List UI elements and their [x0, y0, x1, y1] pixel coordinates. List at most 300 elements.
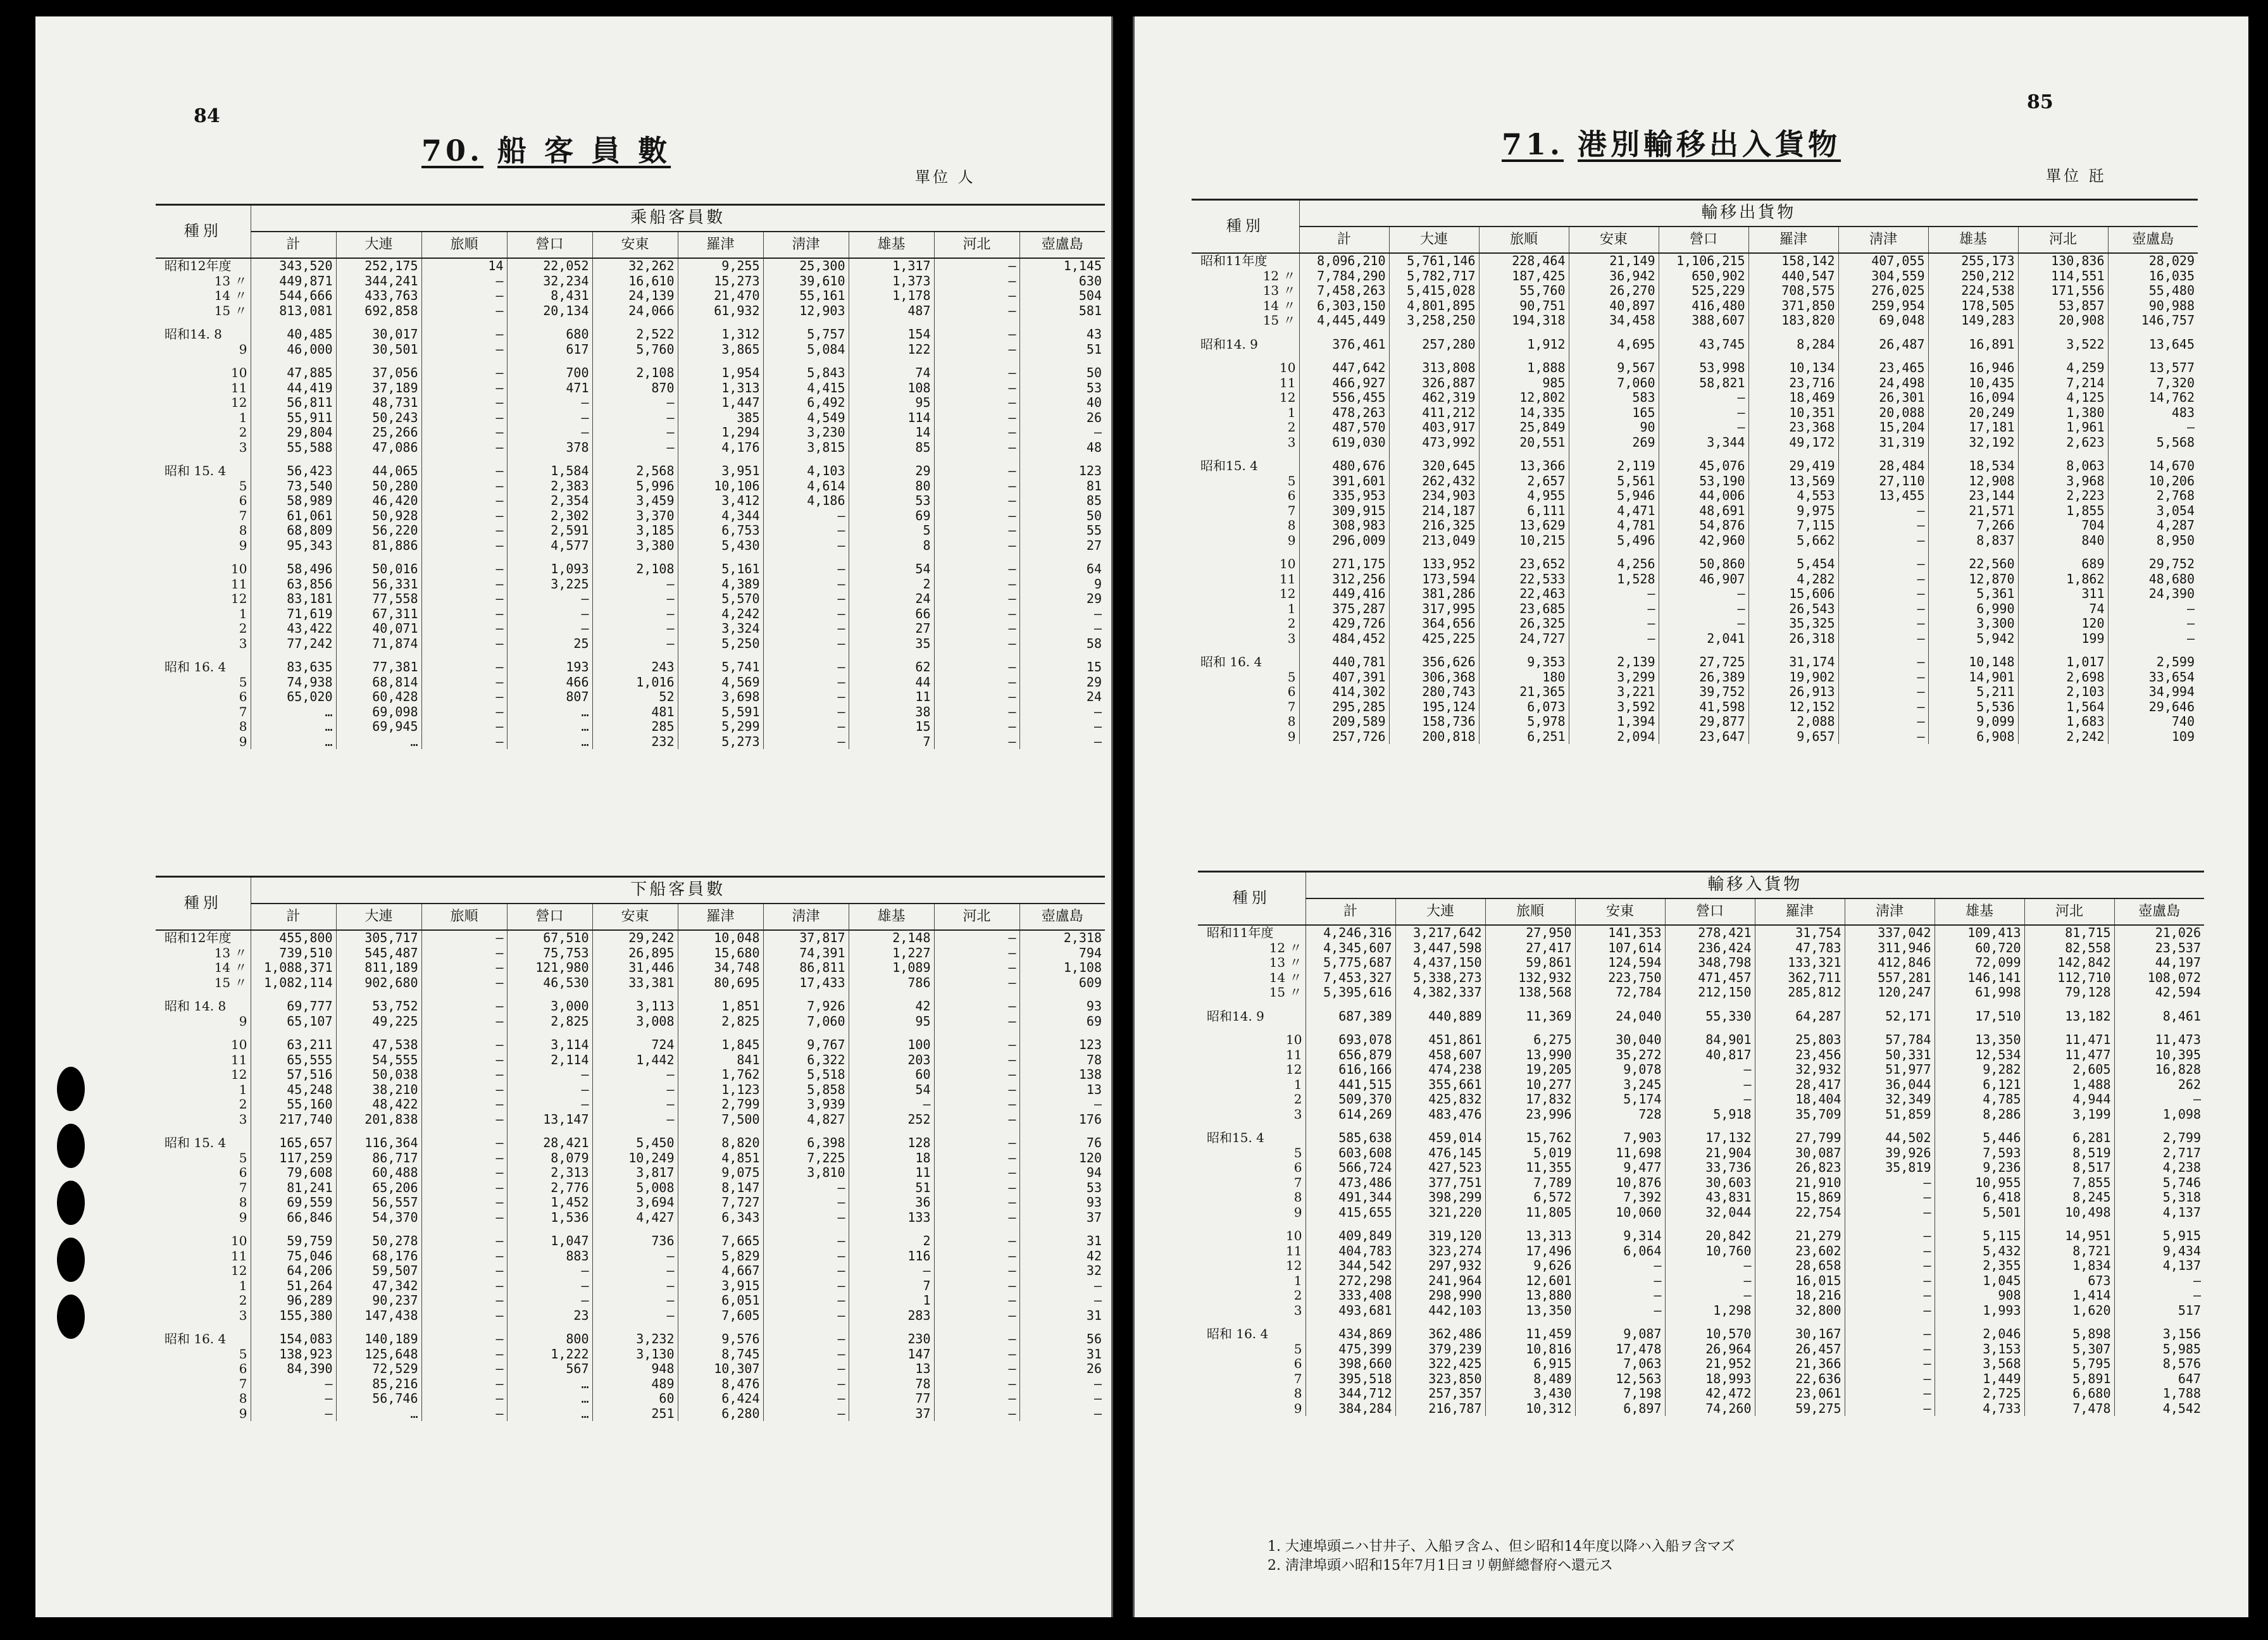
table-cell: 108,072: [2114, 971, 2204, 986]
column-header: 壺盧島: [2108, 227, 2198, 253]
table-cell: 217,740: [251, 1112, 336, 1128]
table-cell: 21,904: [1665, 1146, 1755, 1161]
table-cell: 39,752: [1659, 685, 1748, 700]
row-label: 9: [239, 538, 247, 553]
table-cell: 1,536: [507, 1210, 592, 1226]
row-label: 3: [239, 1112, 247, 1127]
table-cell: —: [1838, 670, 1928, 685]
table-cell: 73,540: [251, 479, 336, 494]
table-cell: 285,812: [1755, 985, 1845, 1000]
row-label: 9: [239, 1014, 247, 1029]
table-cell: 55,588: [251, 440, 336, 456]
table-cell: 74: [2018, 602, 2108, 617]
table-cell: [336, 1029, 421, 1038]
table-cell: 23,652: [1479, 557, 1569, 572]
row-label: 5: [1293, 1341, 1302, 1357]
table-cell: 31,174: [1748, 655, 1838, 670]
table-cell: [678, 1127, 763, 1136]
table-cell: [1755, 1024, 1845, 1033]
table-cell: 74,391: [763, 946, 849, 961]
table-cell: 3,245: [1575, 1078, 1665, 1093]
row-label: 2: [1293, 1288, 1302, 1303]
table-cell: 9,314: [1575, 1229, 1665, 1244]
table-cell: 3,230: [763, 425, 849, 440]
table-cell: —: [763, 523, 849, 538]
table-cell: 69,098: [336, 705, 421, 720]
table-cell: 7,225: [763, 1151, 849, 1166]
table-cell: 298,990: [1395, 1288, 1485, 1303]
row-header-label: 種別: [1198, 873, 1305, 925]
column-header: 營口: [1665, 898, 1755, 925]
table-cell: —: [1659, 406, 1748, 421]
table-cell: 17,496: [1485, 1244, 1575, 1259]
table-cell: [678, 1323, 763, 1332]
table-row: [1198, 955, 2204, 971]
table-cell: 4,137: [2114, 1205, 2204, 1221]
table-cell: —: [421, 1038, 507, 1053]
table-row: [1198, 1318, 2204, 1327]
table-cell: [678, 651, 763, 660]
table-cell: 304,559: [1838, 269, 1928, 284]
table-cell: 5,760: [592, 342, 678, 357]
row-label: 15 〃: [1262, 313, 1296, 328]
table-cell: 38: [849, 705, 934, 720]
table-cell: 66,846: [251, 1210, 336, 1226]
table-cell: 4,282: [1748, 572, 1838, 587]
table-cell: 55,911: [251, 411, 336, 426]
table-cell: —: [1019, 1293, 1105, 1308]
table-cell: 57,516: [251, 1067, 336, 1083]
row-label: 7: [239, 1376, 247, 1391]
table-cell: 309,915: [1299, 504, 1389, 519]
table-cell: 13,577: [2108, 361, 2198, 376]
table-row: [156, 455, 1105, 464]
row-label: 1: [239, 1278, 247, 1293]
table-cell: 6,990: [1928, 602, 2018, 617]
table-cell: [849, 1323, 934, 1332]
table-row: [1198, 1205, 2204, 1221]
table-cell: 6,322: [763, 1053, 849, 1068]
table-cell: —: [2114, 1092, 2204, 1107]
table-group-header: 乘船客員數: [251, 206, 1105, 232]
table-row: [1192, 352, 2198, 361]
table-cell: …: [507, 735, 592, 750]
table-cell: —: [934, 946, 1019, 961]
table-cell: [1389, 352, 1479, 361]
row-label: 11: [231, 1248, 247, 1264]
table-cell: —: [421, 1097, 507, 1112]
table-row: [1192, 299, 2198, 314]
table-cell: 3,217,642: [1395, 925, 1485, 941]
table-cell: 201,838: [336, 1112, 421, 1128]
row-label: 12: [231, 395, 247, 410]
table-cell: 109,413: [1935, 925, 2024, 941]
row-label: 7: [1293, 1175, 1302, 1190]
table-cell: 22,052: [507, 258, 592, 274]
table-cell: 276,025: [1838, 283, 1928, 299]
table-cell: 2,119: [1569, 459, 1659, 474]
table-row: [1198, 1131, 2204, 1146]
table-cell: —: [934, 523, 1019, 538]
table-cell: 5,978: [1479, 714, 1569, 730]
table-cell: 50,016: [336, 562, 421, 577]
table-cell: 68,176: [336, 1249, 421, 1264]
table-cell: [1659, 646, 1748, 655]
table-cell: 75,046: [251, 1249, 336, 1264]
table-cell: —: [1838, 685, 1928, 700]
table-cell: 4,944: [2024, 1092, 2114, 1107]
table-cell: 8,476: [678, 1377, 763, 1392]
table-row: [1198, 1244, 2204, 1259]
row-label: 9: [239, 734, 247, 749]
table-cell: —: [421, 1249, 507, 1264]
table-cell: —: [1845, 1288, 1935, 1303]
table-cell: 13,313: [1485, 1229, 1575, 1244]
row-label: 3: [239, 440, 247, 455]
table-cell: 4,415: [763, 381, 849, 396]
table-cell: [421, 651, 507, 660]
table-cell: 7,198: [1575, 1386, 1665, 1401]
row-label: 5: [1287, 669, 1296, 685]
right-page-number: 85: [2027, 91, 2053, 113]
table-cell: 6,111: [1479, 504, 1569, 519]
table-cell: —: [1569, 616, 1659, 631]
table-cell: 90,751: [1479, 299, 1569, 314]
table-cell: 120: [2018, 616, 2108, 631]
table-cell: [1665, 1318, 1755, 1327]
table-cell: —: [1838, 557, 1928, 572]
table-cell: 5,570: [678, 592, 763, 607]
table-cell: —: [1838, 602, 1928, 617]
table-row: [156, 553, 1105, 562]
table-cell: 116: [849, 1249, 934, 1264]
row-spacer: [1192, 328, 1299, 337]
table-cell: 49,225: [336, 1014, 421, 1029]
table-row: [156, 960, 1105, 976]
table-cell: 29,419: [1748, 459, 1838, 474]
row-label: 8: [1287, 714, 1296, 729]
table-cell: 90: [1569, 420, 1659, 435]
row-label: 昭和 16. 4: [1200, 655, 1262, 669]
table-cell: 165: [1569, 406, 1659, 421]
table-cell: —: [763, 509, 849, 524]
table-cell: 72,784: [1575, 985, 1665, 1000]
right-notes: [1268, 1538, 1735, 1575]
table-cell: 216,325: [1389, 518, 1479, 533]
table-cell: 22,463: [1479, 587, 1569, 602]
table-cell: [507, 553, 592, 562]
table-cell: 85: [849, 440, 934, 456]
table-cell: 9,576: [678, 1332, 763, 1347]
table-cell: 125,648: [336, 1347, 421, 1362]
table-cell: —: [421, 1181, 507, 1196]
table-cell: 9: [1019, 577, 1105, 592]
table-cell: [2108, 646, 2198, 655]
table-cell: [678, 990, 763, 999]
table-cell: 142,842: [2024, 955, 2114, 971]
table-cell: [2018, 548, 2108, 557]
table-row: [156, 304, 1105, 319]
table-cell: [592, 553, 678, 562]
table-cell: 344,241: [336, 274, 421, 289]
table-cell: 63,856: [251, 577, 336, 592]
table-cell: 43,422: [251, 621, 336, 637]
table-cell: —: [1019, 1097, 1105, 1112]
table-cell: 647: [2114, 1372, 2204, 1387]
table-cell: 13,366: [1479, 459, 1569, 474]
table-cell: —: [934, 1264, 1019, 1279]
table-cell: [1479, 328, 1569, 337]
table-cell: 176: [1019, 1112, 1105, 1128]
table-cell: 7,789: [1485, 1176, 1575, 1191]
table-cell: 433,763: [336, 289, 421, 304]
table-cell: 65,206: [336, 1181, 421, 1196]
table-cell: 7,115: [1748, 518, 1838, 533]
table-cell: [1845, 1122, 1935, 1131]
table-cell: 29,242: [592, 930, 678, 946]
table-cell: [1389, 450, 1479, 459]
table-cell: 5,561: [1569, 474, 1659, 489]
table-cell: 451,861: [1395, 1033, 1485, 1048]
table-cell: 356,626: [1389, 655, 1479, 670]
table-cell: 403,917: [1389, 420, 1479, 435]
table-cell: 55,330: [1665, 1009, 1755, 1024]
table-cell: 79,128: [2024, 985, 2114, 1000]
table-cell: 10,395: [2114, 1048, 2204, 1063]
row-label: 2: [1287, 616, 1296, 631]
column-header: 旅順: [421, 232, 507, 258]
table-cell: 30,603: [1665, 1176, 1755, 1191]
table-cell: 17,478: [1575, 1342, 1665, 1357]
table-cell: 434,869: [1305, 1327, 1395, 1342]
table-cell: 15,606: [1748, 587, 1838, 602]
table-group-header: 下船客員數: [251, 878, 1105, 904]
table-cell: 4,287: [2108, 518, 2198, 533]
table-cell: 7,266: [1928, 518, 2018, 533]
table-row: [156, 675, 1105, 690]
table-cell: 13: [849, 1362, 934, 1377]
table-cell: 1,888: [1479, 361, 1569, 376]
table-cell: 213,049: [1389, 533, 1479, 549]
table-cell: —: [2114, 1274, 2204, 1289]
table-cell: —: [421, 523, 507, 538]
table-cell: 13,350: [1485, 1303, 1575, 1319]
table-row: [156, 1181, 1105, 1196]
table-cell: 31: [1019, 1234, 1105, 1249]
table-cell: 72,529: [336, 1362, 421, 1377]
table-cell: 24,040: [1575, 1009, 1665, 1024]
row-label: 2: [239, 1293, 247, 1308]
row-label: 6: [239, 494, 247, 508]
row-label: 5: [1293, 1145, 1302, 1160]
right-page: [1133, 16, 2248, 1617]
table-cell: [934, 455, 1019, 464]
table-cell: —: [421, 479, 507, 494]
table-cell: 6,915: [1485, 1357, 1575, 1372]
table-cell: —: [763, 1210, 849, 1226]
table-cell: —: [421, 1151, 507, 1166]
table-cell: 656,879: [1305, 1048, 1395, 1063]
table-cell: [763, 1323, 849, 1332]
table-cell: 2,605: [2024, 1062, 2114, 1078]
table-cell: 11,698: [1575, 1146, 1665, 1161]
table-cell: —: [592, 411, 678, 426]
table-cell: —: [1838, 533, 1928, 549]
table-cell: 74: [849, 366, 934, 381]
table-cell: —: [507, 607, 592, 622]
table-cell: 1,082,114: [251, 976, 336, 991]
table-row: [156, 621, 1105, 637]
row-label: 6: [239, 690, 247, 704]
table-cell: —: [592, 1293, 678, 1308]
table-cell: 155,380: [251, 1308, 336, 1324]
table-cell: 321,220: [1395, 1205, 1485, 1221]
table-cell: 474,238: [1395, 1062, 1485, 1078]
column-header: 旅順: [1485, 898, 1575, 925]
table-cell: 375,287: [1299, 602, 1389, 617]
table-cell: 23,602: [1755, 1244, 1845, 1259]
row-label: 9: [1293, 1401, 1302, 1416]
column-header: 旅順: [1479, 227, 1569, 253]
table-cell: 59,759: [251, 1234, 336, 1249]
table-cell: 76: [1019, 1136, 1105, 1151]
table-cell: 12,152: [1748, 700, 1838, 715]
table-cell: 8,461: [2114, 1009, 2204, 1024]
table-cell: —: [1845, 1229, 1935, 1244]
table-cell: 25,300: [763, 258, 849, 274]
row-header-label: 種別: [1192, 201, 1299, 253]
table-cell: —: [934, 1347, 1019, 1362]
table-cell: —: [592, 621, 678, 637]
table-cell: 51: [849, 1181, 934, 1196]
table-cell: 17,832: [1485, 1092, 1575, 1107]
table-cell: [2018, 352, 2108, 361]
table-cell: —: [592, 1308, 678, 1324]
table-cell: 26,270: [1569, 283, 1659, 299]
table-cell: 8,950: [2108, 533, 2198, 549]
table-row: [1192, 504, 2198, 519]
table-cell: —: [763, 607, 849, 622]
table-cell: 3,225: [507, 577, 592, 592]
table-cell: 27: [849, 621, 934, 637]
table-cell: —: [934, 342, 1019, 357]
table-cell: —: [934, 1234, 1019, 1249]
table-cell: —: [934, 960, 1019, 976]
table-cell: 133: [849, 1210, 934, 1226]
table-cell: 34,748: [678, 960, 763, 976]
table-cell: 985: [1479, 376, 1569, 391]
column-header: 羅津: [678, 904, 763, 930]
table-cell: 62: [849, 660, 934, 675]
table-cell: [1575, 1024, 1665, 1033]
table-cell: [1755, 1220, 1845, 1229]
table-cell: [1748, 548, 1838, 557]
table-cell: 37,056: [336, 366, 421, 381]
table-cell: 48,680: [2108, 572, 2198, 587]
table-cell: 3,324: [678, 621, 763, 637]
left-page: [35, 16, 1113, 1617]
table-cell: 55: [1019, 523, 1105, 538]
table-cell: 7,453,327: [1305, 971, 1395, 986]
table-cell: 11,355: [1485, 1160, 1575, 1176]
table-cell: 51,859: [1845, 1107, 1935, 1122]
table-cell: 9,236: [1935, 1160, 2024, 1176]
table-cell: —: [934, 479, 1019, 494]
table-cell: —: [763, 660, 849, 675]
row-label: 9: [1287, 533, 1296, 548]
table-cell: [1748, 352, 1838, 361]
row-label: 12: [1286, 1258, 1302, 1273]
table-cell: 35,709: [1755, 1107, 1845, 1122]
table-cell: 2: [849, 1234, 934, 1249]
table-cell: 16,946: [1928, 361, 2018, 376]
table-row: [1192, 328, 2198, 337]
row-label: 1: [239, 410, 247, 425]
table-cell: 6,251: [1479, 730, 1569, 745]
table-cell: 53: [849, 494, 934, 509]
table-cell: 15,869: [1755, 1190, 1845, 1205]
table-cell: 483: [2108, 406, 2198, 421]
table-cell: 47,342: [336, 1279, 421, 1294]
table-cell: 228,464: [1479, 253, 1569, 269]
table-cell: [1838, 328, 1928, 337]
table-cell: 630: [1019, 274, 1105, 289]
table-cell: —: [1659, 616, 1748, 631]
table-cell: 8,820: [678, 1136, 763, 1151]
table-cell: 7,060: [763, 1014, 849, 1029]
table-cell: 55,480: [2108, 283, 2198, 299]
table-cell: 34,994: [2108, 685, 2198, 700]
table-cell: 2,318: [1019, 930, 1105, 946]
table-cell: 7: [849, 735, 934, 750]
table-cell: 481: [592, 705, 678, 720]
row-label: 12 〃: [1269, 940, 1302, 955]
table-row: [156, 523, 1105, 538]
table-cell: —: [507, 1083, 592, 1098]
table-cell: 475,399: [1305, 1342, 1395, 1357]
table-cell: 4,437,150: [1395, 955, 1485, 971]
table-row: [156, 660, 1105, 675]
table-cell: 545,487: [336, 946, 421, 961]
table-cell: —: [934, 719, 1019, 735]
table-cell: 50: [1019, 366, 1105, 381]
table-cell: 48,422: [336, 1097, 421, 1112]
table-cell: 199: [2018, 631, 2108, 647]
table-cell: [849, 1127, 934, 1136]
table-cell: …: [251, 705, 336, 720]
table-cell: 59,861: [1485, 955, 1575, 971]
table-row: [1192, 587, 2198, 602]
table-cell: 55,760: [1479, 283, 1569, 299]
table-row: [1192, 474, 2198, 489]
table-row: [156, 538, 1105, 554]
table-cell: 109: [2108, 730, 2198, 745]
table-cell: 458,607: [1395, 1048, 1485, 1063]
table-cell: [1935, 1024, 2024, 1033]
table-cell: 305,717: [336, 930, 421, 946]
table-cell: [1019, 1029, 1105, 1038]
table-cell: 440,547: [1748, 269, 1838, 284]
table-cell: 6,275: [1485, 1033, 1575, 1048]
table-cell: 4,733: [1935, 1401, 2024, 1417]
table-cell: 2,094: [1569, 730, 1659, 745]
table-cell: 183,820: [1748, 313, 1838, 328]
table-cell: 3,968: [2018, 474, 2108, 489]
table-cell: 3,185: [592, 523, 678, 538]
table-cell: 53: [1019, 1181, 1105, 1196]
table-cell: 311: [2018, 587, 2108, 602]
table-cell: 3,199: [2024, 1107, 2114, 1122]
